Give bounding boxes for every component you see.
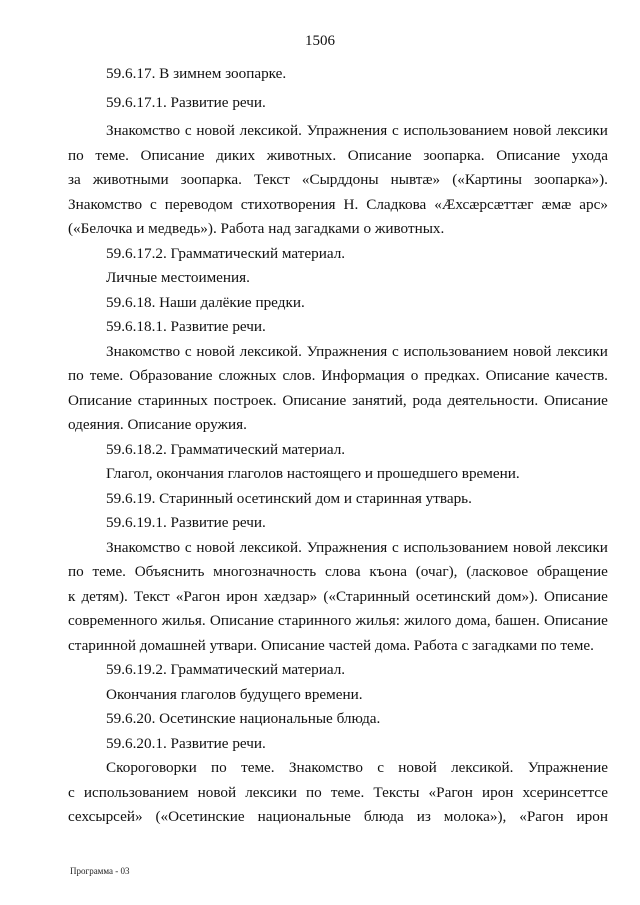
word: животных. xyxy=(266,146,337,164)
word: Образование xyxy=(129,367,213,384)
word: использованием xyxy=(83,783,189,801)
text-line: одеяния. Описание оружия. xyxy=(68,416,247,433)
word: с xyxy=(184,122,192,139)
text-line: 59.6.17.1. Развитие речи. xyxy=(106,93,266,111)
word: Описание xyxy=(544,612,608,629)
word: теме. xyxy=(89,367,124,384)
word: с xyxy=(68,783,75,801)
word: по xyxy=(211,759,227,776)
text-line xyxy=(68,168,608,193)
word: Знакомство xyxy=(106,122,181,139)
word: современного xyxy=(68,612,158,629)
word: «Рагон xyxy=(519,808,564,825)
word: зоопарка»). xyxy=(534,171,608,188)
word: зоопарка. xyxy=(423,146,485,164)
word: «Сырддоны xyxy=(301,171,379,188)
word: молока»), xyxy=(443,808,507,825)
word: лексикой. xyxy=(239,538,302,556)
text-line xyxy=(68,389,608,414)
text-line: 59.6.17.2. Грамматический материал. xyxy=(106,244,346,262)
word: зоопарка. xyxy=(180,171,242,188)
word: новой xyxy=(398,759,437,776)
word: слов. xyxy=(282,367,316,384)
text-line: 59.6.19.2. Грамматический материал. xyxy=(106,661,346,678)
text-line: 59.6.19.1. Развитие речи. xyxy=(106,514,266,531)
word: детям). xyxy=(81,587,128,605)
word: старинного xyxy=(278,612,352,629)
text-line: Окончания глаголов будущего времени. xyxy=(106,685,363,703)
word: с xyxy=(184,538,192,556)
word: использованием xyxy=(403,342,509,360)
word: Знакомство xyxy=(288,759,363,776)
word: с xyxy=(150,195,157,213)
word: хсеринсеттсе xyxy=(522,783,608,801)
word: (ласковое xyxy=(466,563,529,580)
word: æмæ xyxy=(541,195,572,213)
word: сложных xyxy=(218,367,277,384)
word: теме. xyxy=(330,783,365,801)
word: животными xyxy=(92,171,169,188)
word: о xyxy=(410,367,419,384)
word: лексики xyxy=(556,122,608,139)
word: национальные xyxy=(257,808,351,825)
word: Упражнения xyxy=(306,122,388,139)
word: жилья. xyxy=(161,612,206,629)
word: Объяснить xyxy=(134,563,205,580)
word: по xyxy=(68,367,84,384)
word: Описание xyxy=(68,391,132,409)
word: лексикой. xyxy=(239,342,302,360)
word: старинных xyxy=(137,391,208,409)
word: Описание xyxy=(485,367,550,384)
text-line xyxy=(68,364,608,389)
text-line: старинной домашней утвари. Описание частей дома. Работа с загадками по теме. xyxy=(68,636,594,654)
word: Знакомство xyxy=(68,195,143,213)
word: Знакомство xyxy=(106,342,181,360)
text-line: Личные местоимения. xyxy=(106,269,250,286)
word: теме. xyxy=(92,563,126,580)
word: лексики xyxy=(556,538,608,556)
text-line xyxy=(68,193,608,218)
word: Описание xyxy=(282,391,347,409)
text-line: Глагол, окончания глаголов настоящего и прошедшего времени. xyxy=(106,465,520,482)
word: занятий, xyxy=(352,391,407,409)
text-line xyxy=(68,119,608,144)
word: Описание xyxy=(347,146,412,164)
word: «Æхсæрсæттæг xyxy=(434,195,534,213)
word: новой xyxy=(196,342,235,360)
text-line xyxy=(68,340,608,365)
word: лексики xyxy=(556,342,608,360)
word: ухода xyxy=(571,146,608,164)
text-line: 59.6.19. Старинный осетинский дом и старинная утварь. xyxy=(106,489,472,507)
text-line: 59.6.18. Наши далёкие предки. xyxy=(106,293,305,311)
text-line: 59.6.18.2. Грамматический материал. xyxy=(106,440,346,458)
word: новой xyxy=(512,538,552,556)
word: дома, xyxy=(455,612,491,629)
word: с xyxy=(184,342,192,360)
word: использованием xyxy=(403,122,509,139)
text-line: («Белочка и медведь»). Работа над загадками о животных. xyxy=(68,220,445,237)
word: стихотворения xyxy=(240,195,336,213)
word: деятельности. xyxy=(447,391,539,409)
word: Описание xyxy=(544,391,608,409)
word: качеств. xyxy=(555,367,608,384)
word: предках. xyxy=(424,367,480,384)
word: по xyxy=(306,783,322,801)
word: ирон xyxy=(576,808,608,825)
word: Тексты xyxy=(373,783,420,801)
word: («Осетинские xyxy=(155,808,245,825)
word: обращение xyxy=(536,563,608,580)
word: с xyxy=(391,342,399,360)
page-footer: Программа - 03 xyxy=(70,866,130,876)
word: «Рагон xyxy=(428,783,473,801)
text-line xyxy=(68,585,608,610)
word: нывтæ» xyxy=(390,171,441,188)
word: Описание xyxy=(544,587,608,605)
word: переводом xyxy=(164,195,233,213)
word: ирон xyxy=(481,783,514,801)
word: теме. xyxy=(95,146,129,164)
word: осетинский xyxy=(415,587,491,605)
word: (очаг), xyxy=(415,563,458,580)
word: построек. xyxy=(213,391,277,409)
word: новой xyxy=(512,122,552,139)
word: арс» xyxy=(579,195,608,213)
text-line xyxy=(68,536,608,561)
page-number: 1506 xyxy=(305,33,335,49)
word: лексикой. xyxy=(239,122,302,139)
word: по xyxy=(68,563,84,580)
text-line xyxy=(68,781,608,806)
word: Скороговорки xyxy=(106,759,197,776)
text-line xyxy=(68,756,608,781)
word: башен. xyxy=(494,612,540,629)
word: Описание xyxy=(140,146,205,164)
word: лексикой. xyxy=(451,759,514,776)
word: хæдзар» xyxy=(263,587,318,605)
word: по xyxy=(68,146,84,164)
word: Упражнение xyxy=(527,759,608,776)
word: Сладкова xyxy=(366,195,427,213)
word: к xyxy=(68,587,76,605)
word: новой xyxy=(512,342,552,360)
word: за xyxy=(68,171,81,188)
text-line: 59.6.20. Осетинские национальные блюда. xyxy=(106,710,381,727)
word: с xyxy=(391,122,399,139)
word: ирон xyxy=(226,587,258,605)
word: Текст xyxy=(253,171,290,188)
word: Упражнения xyxy=(306,342,388,360)
word: теме. xyxy=(241,759,275,776)
word: с xyxy=(391,538,399,556)
word: слова xyxy=(324,563,361,580)
text-line xyxy=(68,144,608,169)
word: Описание xyxy=(209,612,274,629)
text-line xyxy=(68,560,608,585)
word: многозначность xyxy=(213,563,317,580)
text-line xyxy=(68,805,608,830)
word: Н. xyxy=(343,195,359,213)
word: использованием xyxy=(403,538,509,556)
word: диких xyxy=(216,146,256,164)
word: «Рагон xyxy=(175,587,221,605)
word: из xyxy=(416,808,431,825)
word: дом»). xyxy=(496,587,538,605)
word: Информация xyxy=(321,367,405,384)
word: Знакомство xyxy=(106,538,181,556)
word: («Старинный xyxy=(323,587,410,605)
text-line xyxy=(68,609,608,634)
word: новой xyxy=(197,783,237,801)
word: жилья: xyxy=(355,612,400,629)
word: сехсырсей» xyxy=(68,808,143,825)
word: лексики xyxy=(245,783,297,801)
word: къона xyxy=(369,563,408,580)
word: («Картины xyxy=(452,171,523,188)
word: рода xyxy=(412,391,442,409)
word: блюда xyxy=(363,808,404,825)
word: новой xyxy=(196,122,235,139)
word: новой xyxy=(196,538,235,556)
text-line: 59.6.17. В зимнем зоопарке. xyxy=(106,65,287,82)
word: Описание xyxy=(496,146,561,164)
text-line: 59.6.18.1. Развитие речи. xyxy=(106,318,266,335)
text-line: 59.6.20.1. Развитие речи. xyxy=(106,734,266,752)
word: жилого xyxy=(404,612,452,629)
word: с xyxy=(377,759,384,776)
word: Упражнения xyxy=(306,538,388,556)
word: Текст xyxy=(133,587,170,605)
document-body xyxy=(68,62,608,830)
